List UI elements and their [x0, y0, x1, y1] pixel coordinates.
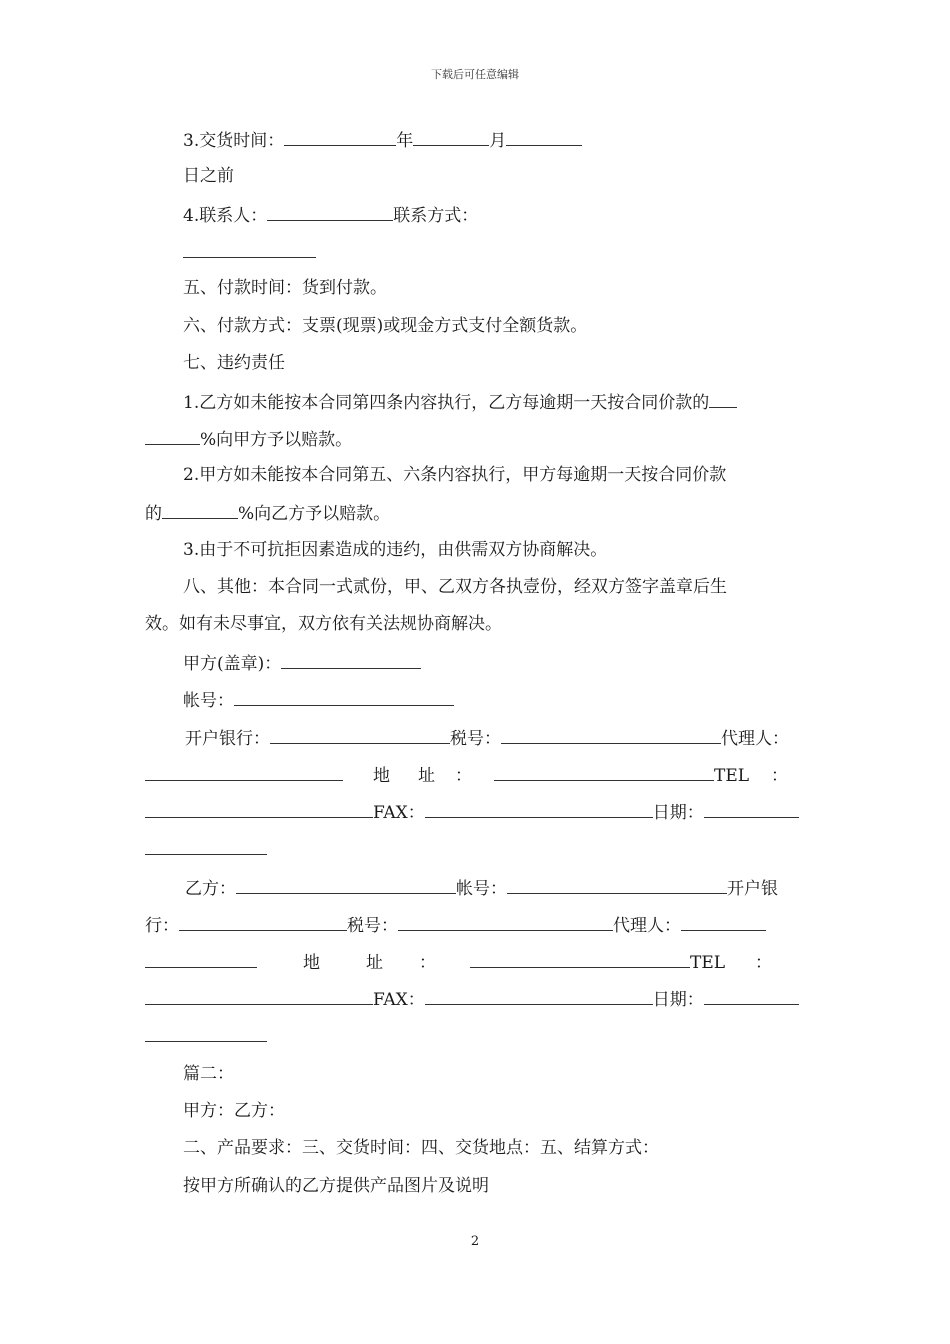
breach-item-1-tail: %向甲方予以赔款。 [200, 430, 353, 450]
party-a-address-label-zhi: 址 [418, 766, 435, 786]
party-b-address-line [145, 950, 772, 974]
party-a-tel-blank[interactable] [145, 800, 373, 818]
payment-time-line: 五、付款时间：货到付款。 [183, 278, 387, 298]
party-a-tel-label: TEL [714, 766, 750, 786]
parties-line: 甲方：乙方： [183, 1101, 285, 1121]
party-b-date-line2 [145, 1024, 267, 1048]
party-b-label: 乙方： [185, 879, 236, 899]
clauses-line: 二、产品要求：三、交货时间：四、交货地点：五、结算方式： [183, 1138, 659, 1158]
party-b-bank-label-a: 开户银 [727, 879, 778, 899]
party-b-address-colon: ： [419, 953, 436, 973]
party-a-date-blank-a[interactable] [704, 800, 799, 818]
breach-item-1-text: 1.乙方如未能按本合同第四条内容执行，乙方每逾期一天按合同价款的 [183, 393, 710, 413]
breach-item-3: 3.由于不可抗拒因素造成的违约，由供需双方协商解决。 [183, 540, 608, 560]
month-blank[interactable] [413, 128, 489, 146]
party-b-fax-line [145, 987, 799, 1011]
product-description-line: 按甲方所确认的乙方提供产品图片及说明 [183, 1176, 489, 1196]
party-b-address-label-di: 地 [303, 953, 320, 973]
party-a-tax-blank[interactable] [501, 726, 721, 744]
party-b-blank[interactable] [236, 876, 456, 894]
breach-item-2-blank[interactable] [162, 501, 238, 519]
party-b-tel-blank[interactable] [145, 987, 373, 1005]
contact-method-blank[interactable] [183, 240, 316, 258]
party-b-account-blank[interactable] [507, 876, 727, 894]
party-b-address-blank[interactable] [470, 950, 690, 968]
party-a-address-label-di: 地 [373, 766, 390, 786]
party-b-line1 [185, 876, 778, 900]
party-a-account-blank[interactable] [234, 688, 454, 706]
party-b-date-label: 日期： [652, 990, 704, 1010]
party-a-seal-line [183, 651, 421, 675]
breach-item-2-line2 [145, 501, 390, 525]
party-a-account-label: 帐号： [183, 691, 234, 711]
other-clause-line2: 效。如有未尽事宜，双方依有关法规协商解决。 [145, 614, 502, 634]
party-a-agent-blank[interactable] [145, 763, 343, 781]
party-b-tax-label: 税号： [347, 916, 398, 936]
contact-label: 4.联系人： [183, 206, 268, 226]
party-a-fax-blank[interactable] [425, 800, 653, 818]
party-a-address-blank[interactable] [494, 763, 714, 781]
party-b-agent-label: 代理人： [613, 916, 681, 936]
party-a-tel-colon: ： [771, 766, 789, 786]
party-a-bank-label: 开户银行： [185, 729, 270, 749]
party-b-fax-blank[interactable] [425, 987, 653, 1005]
party-a-fax-label: FAX： [373, 803, 425, 823]
party-b-tel-colon: ： [755, 953, 773, 973]
contact-method-line [183, 240, 316, 264]
party-b-bank-blank[interactable] [179, 913, 347, 931]
year-blank[interactable] [284, 128, 396, 146]
party-b-fax-label: FAX： [373, 990, 425, 1010]
party-a-agent-label: 代理人： [721, 729, 789, 749]
party-b-tel-label: TEL [690, 953, 726, 973]
party-b-agent-blank-b[interactable] [145, 950, 257, 968]
party-b-address-label-zhi: 址 [366, 953, 383, 973]
party-a-fax-line [145, 800, 799, 824]
party-a-seal-label: 甲方(盖章)： [183, 654, 282, 674]
contact-blank[interactable] [267, 203, 393, 221]
month-label: 月 [489, 131, 507, 151]
party-a-date-blank-b[interactable] [145, 837, 267, 855]
party-b-date-blank-a[interactable] [704, 987, 799, 1005]
party-b-agent-blank-a[interactable] [681, 913, 766, 931]
breach-item-1-blank-b[interactable] [145, 427, 200, 445]
section-two-heading: 篇二： [183, 1064, 234, 1084]
party-a-bank-blank[interactable] [270, 726, 450, 744]
breach-item-2-tail: %向乙方予以赔款。 [238, 504, 391, 524]
party-b-tax-blank[interactable] [398, 913, 613, 931]
party-b-account-label: 帐号： [456, 879, 507, 899]
payment-method-line: 六、付款方式：支票(现票)或现金方式支付全额货款。 [183, 316, 588, 336]
breach-item-2-line1: 2.甲方如未能按本合同第五、六条内容执行，甲方每逾期一天按合同价款 [183, 465, 727, 485]
party-a-date-line2 [145, 837, 267, 861]
delivery-time-line [183, 128, 582, 152]
year-label: 年 [396, 131, 414, 151]
contact-line [183, 203, 478, 227]
party-a-address-line [145, 763, 788, 787]
party-b-line2 [145, 913, 766, 937]
breach-item-2-prefix: 的 [145, 504, 162, 524]
breach-heading: 七、违约责任 [183, 353, 285, 373]
party-a-seal-blank[interactable] [281, 651, 421, 669]
party-a-address-colon: ： [455, 766, 472, 786]
contact-method-label: 联系方式： [393, 206, 479, 226]
party-b-bank-label-b: 行： [145, 916, 179, 936]
breach-item-1-blank-a[interactable] [709, 390, 737, 408]
party-a-bank-line [185, 726, 789, 750]
delivery-time-label: 3.交货时间： [183, 131, 285, 151]
breach-item-1-line1 [183, 390, 737, 414]
page-header-note: 下载后可任意编辑 [431, 68, 519, 81]
party-a-account-line [183, 688, 454, 712]
party-a-date-label: 日期： [652, 803, 704, 823]
before-day-line: 日之前 [183, 166, 234, 186]
day-blank[interactable] [506, 128, 582, 146]
party-a-tax-label: 税号： [450, 729, 501, 749]
other-clause-line1: 八、其他：本合同一式贰份，甲、乙双方各执壹份，经双方签字盖章后生 [183, 577, 727, 597]
breach-item-1-line2 [145, 427, 352, 451]
party-b-date-blank-b[interactable] [145, 1024, 267, 1042]
page-number: 2 [470, 1234, 480, 1249]
